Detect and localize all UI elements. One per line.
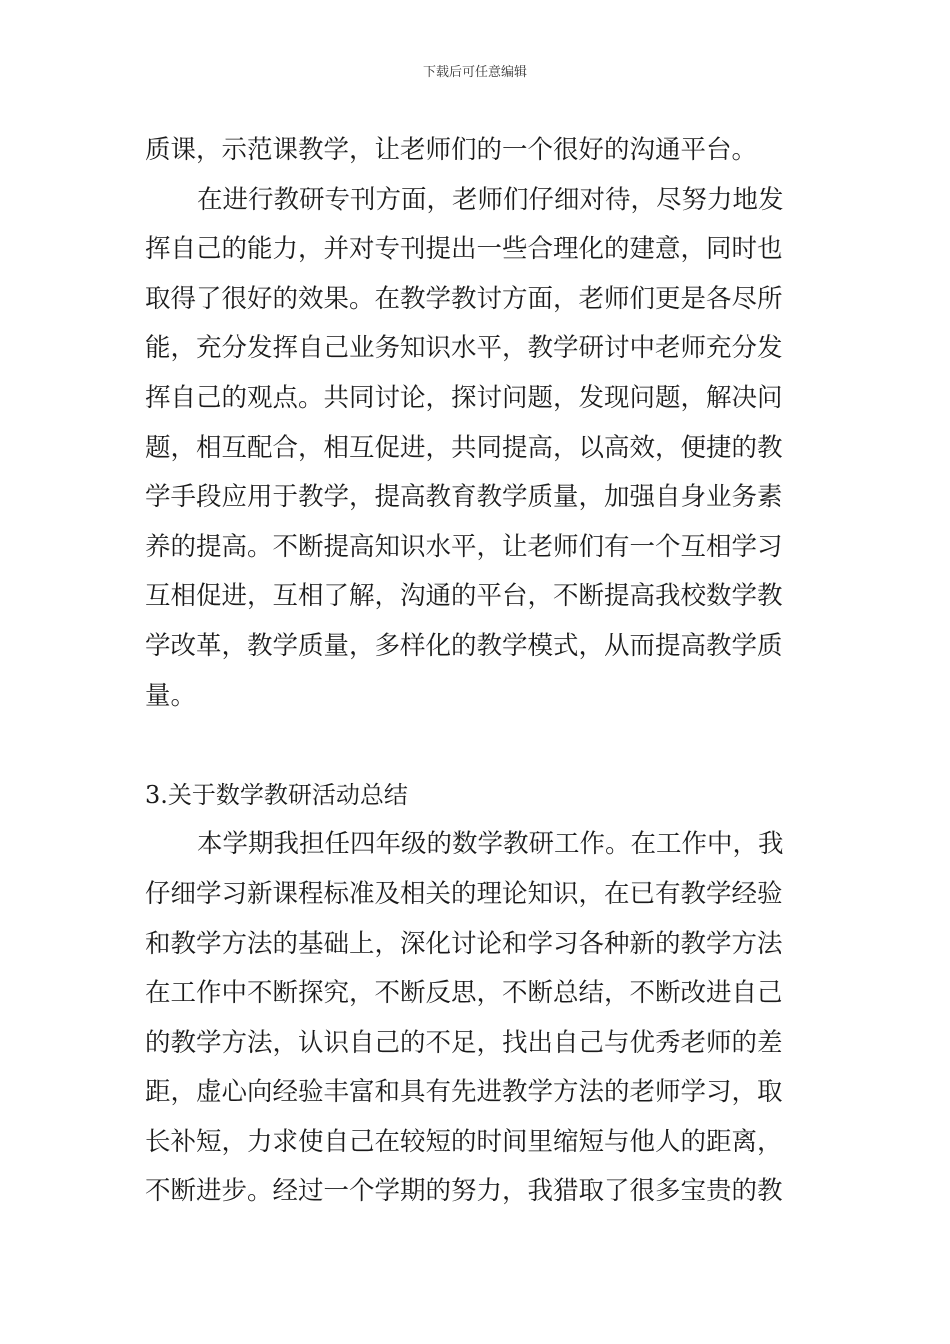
text-line: 量。 <box>145 680 197 711</box>
text-line: 距，虚心向经验丰富和具有先进教学方法的老师学习，取 <box>145 1077 783 1108</box>
text-line: 挥自己的能力，并对专刊提出一些合理化的建意，同时也 <box>145 234 783 265</box>
section-heading: 3.关于数学教研活动总结 <box>145 780 408 809</box>
text-line: 不断进步。经过一个学期的努力，我猎取了很多宝贵的教 <box>145 1176 783 1207</box>
text-line: 的教学方法，认识自己的不足，找出自己与优秀老师的差 <box>145 1027 783 1058</box>
page-header: 下载后可任意编辑 <box>422 65 527 80</box>
text-line: 学手段应用于教学，提高教育教学质量，加强自身业务素 <box>145 482 783 513</box>
text-line: 互相促进，互相了解，沟通的平台，不断提高我校数学教 <box>145 581 783 612</box>
paragraph-gap <box>145 721 805 771</box>
text-line: 仔细学习新课程标准及相关的理论知识，在已有教学经验 <box>145 878 783 909</box>
paragraph-start-line: 本学期我担任四年级的数学教研工作。在工作中，我 <box>197 829 784 860</box>
text-line: 养的提高。不断提高知识水平，让老师们有一个互相学习 <box>145 531 783 562</box>
text-line: 长补短，力求使自己在较短的时间里缩短与他人的距离， <box>145 1126 783 1157</box>
text-line: 质课，示范课教学，让老师们的一个很好的沟通平台。 <box>145 135 758 165</box>
paragraph-start-line: 在进行教研专刊方面，老师们仔细对待，尽努力地发 <box>197 184 784 215</box>
text-line: 挥自己的观点。共同讨论，探讨问题，发现问题，解决问 <box>145 382 783 413</box>
text-line: 取得了很好的效果。在教学教讨方面，老师们更是各尽所 <box>145 283 783 314</box>
text-line: 和教学方法的基础上，深化讨论和学习各种新的教学方法 <box>145 928 783 959</box>
text-line: 题，相互配合，相互促进，共同提高，以高效，便捷的教 <box>145 432 783 463</box>
text-line: 学改革，教学质量，多样化的教学模式，从而提高教学质 <box>145 630 783 661</box>
document-body <box>145 126 805 1217</box>
text-line: 在工作中不断探究，不断反思，不断总结，不断改进自己 <box>145 978 783 1009</box>
text-line: 能，充分发挥自己业务知识水平，教学研讨中老师充分发 <box>145 333 783 364</box>
